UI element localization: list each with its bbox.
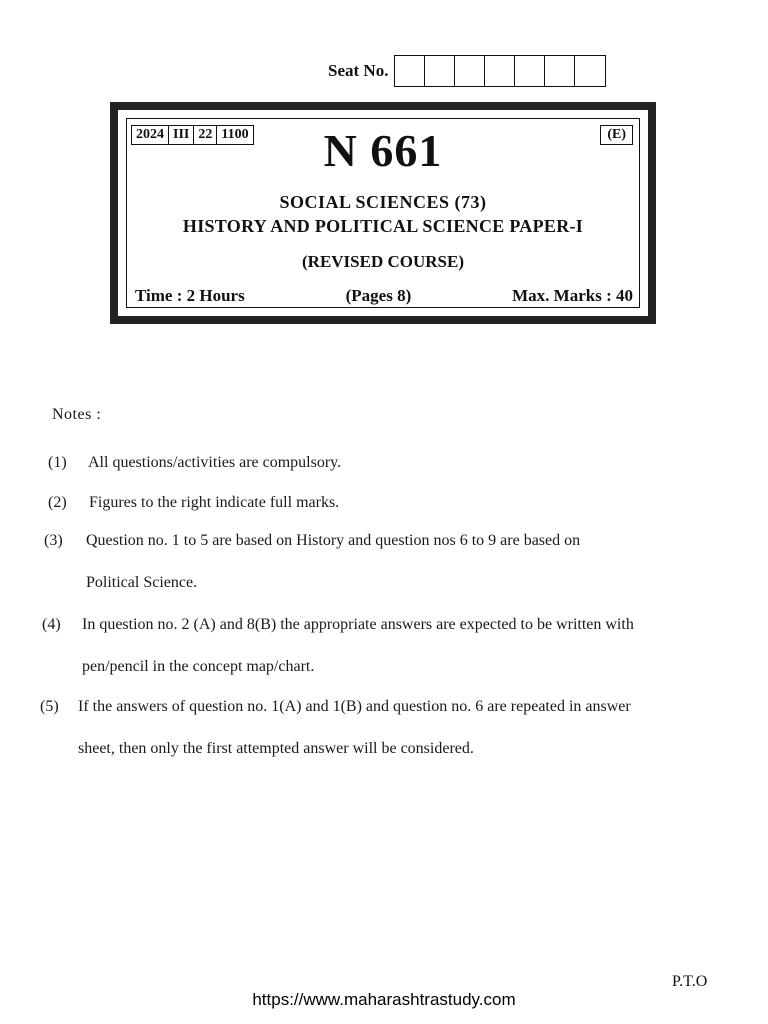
seat-number-boxes[interactable] <box>394 55 606 87</box>
seat-digit-box[interactable] <box>425 56 455 86</box>
seat-digit-box[interactable] <box>575 56 605 86</box>
exam-session-code: III <box>169 126 194 144</box>
note-number: (1) <box>48 454 67 471</box>
note-number: (4) <box>42 616 61 633</box>
pto-label: P.T.O <box>672 973 708 990</box>
exam-header-box <box>110 102 656 324</box>
notes-title: Notes : <box>52 406 102 423</box>
note-text: In question no. 2 (A) and 8(B) the appropriate answers are expected to be written with pen/pencil in the concept map/chart. <box>82 616 634 675</box>
note-text: Figures to the right indicate full marks. <box>89 494 340 511</box>
seat-number-label: Seat No. <box>328 61 389 80</box>
pages-label: (Pages 8) <box>345 286 412 305</box>
seat-digit-box[interactable] <box>545 56 575 86</box>
note-number: (2) <box>48 494 67 511</box>
exam-header-inner <box>126 118 640 308</box>
footer-url: https://www.maharashtrastudy.com <box>252 990 516 1009</box>
edition-badge: (E) <box>600 125 633 145</box>
time-label: Time : 2 Hours <box>135 286 245 305</box>
seat-digit-box[interactable] <box>395 56 425 86</box>
paper-title: HISTORY AND POLITICAL SCIENCE PAPER-I <box>182 216 584 236</box>
note-number: (3) <box>44 532 63 549</box>
note-number: (5) <box>40 698 59 715</box>
exam-serial-code: 1100 <box>221 127 249 142</box>
exam-sub-code: 22 <box>194 126 217 144</box>
course-label: (REVISED COURSE) <box>302 252 464 271</box>
seat-digit-box[interactable] <box>455 56 485 86</box>
note-text: Question no. 1 to 5 are based on History and question nos 6 to 9 are based on Political Science. <box>86 532 581 591</box>
seat-digit-box[interactable] <box>515 56 545 86</box>
seat-digit-box[interactable] <box>485 56 515 86</box>
exam-info-row <box>135 285 633 307</box>
subject-title: SOCIAL SCIENCES (73) <box>279 192 487 212</box>
seat-number-field <box>328 54 606 88</box>
note-text: If the answers of question no. 1(A) and 1(B) and question no. 6 are repeated in answer sheet, then only the first attempted answer will be considered. <box>78 698 631 757</box>
note-text: All questions/activities are compulsory. <box>88 454 342 471</box>
exam-year-code: 2024 <box>132 126 169 144</box>
paper-code: N 661 <box>323 125 443 176</box>
max-marks-label: Max. Marks : 40 <box>512 286 633 305</box>
